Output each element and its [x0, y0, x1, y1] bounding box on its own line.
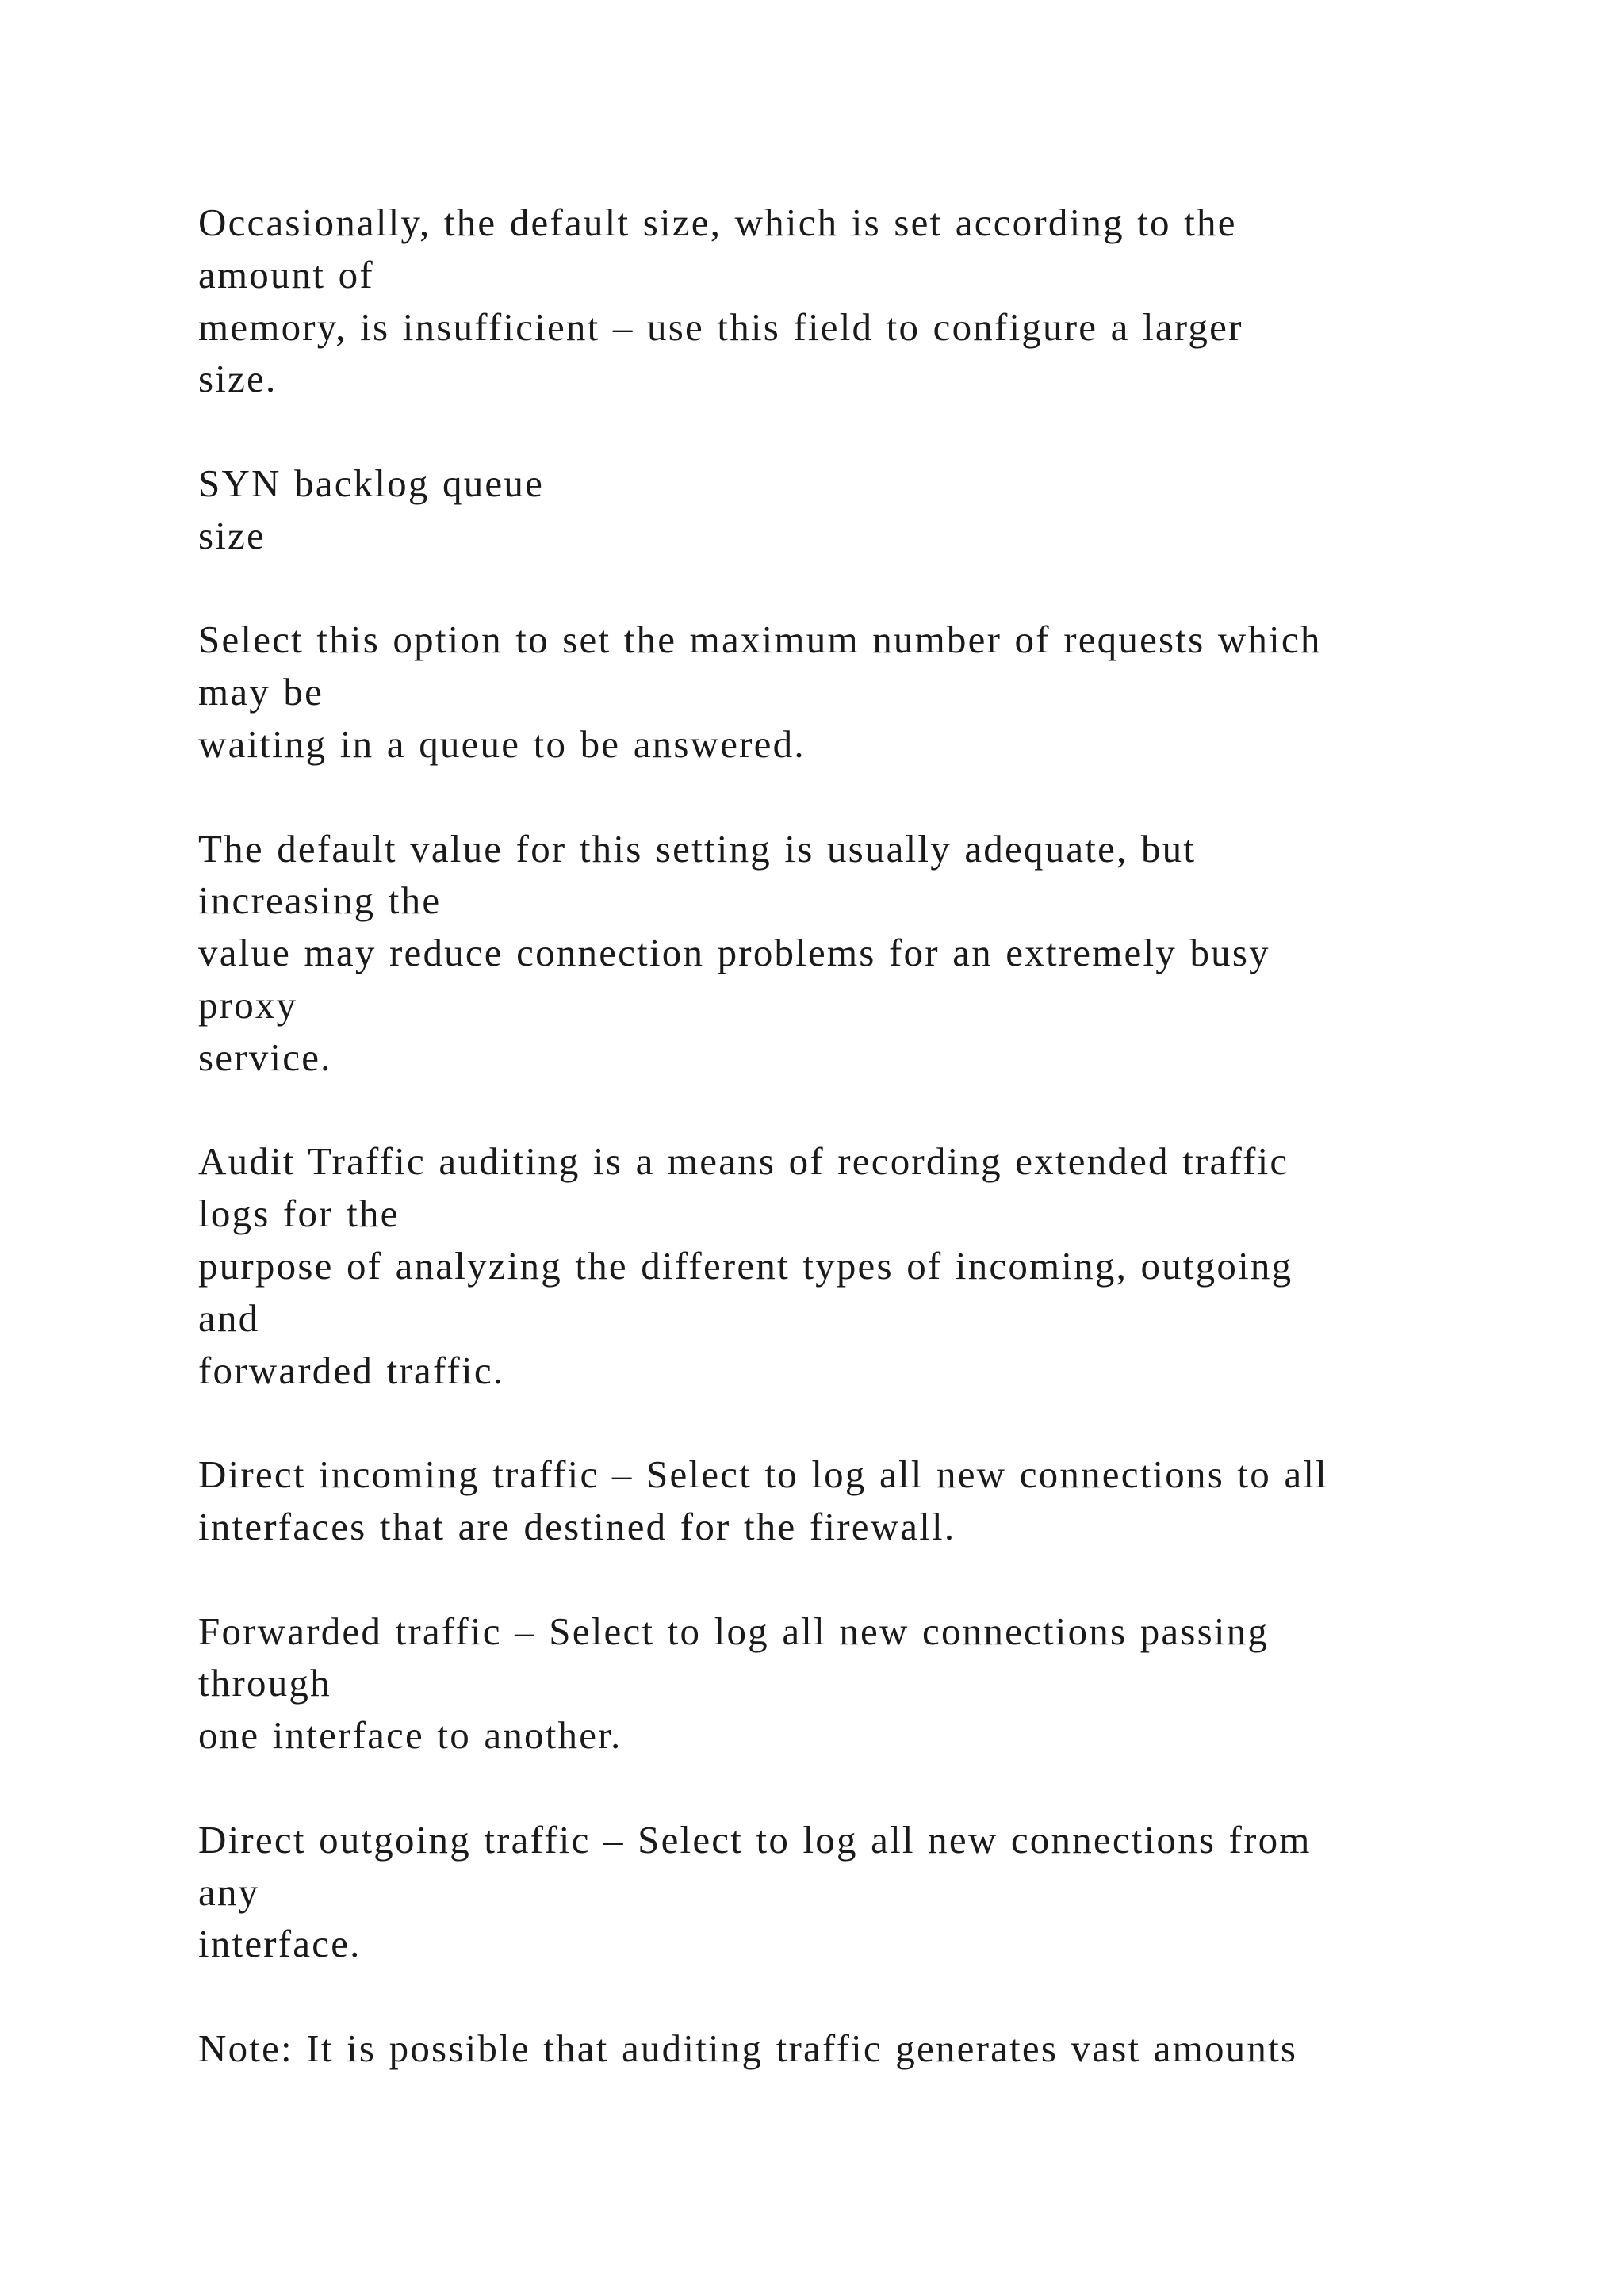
blank-line — [198, 1553, 1546, 1605]
blank-line — [198, 1396, 1546, 1448]
text-line: Direct incoming traffic – Select to log all new connections to all — [198, 1452, 1328, 1497]
text-line: one interface to another. — [198, 1713, 622, 1758]
blank-line — [198, 1084, 1546, 1136]
text-line: Audit Traffic auditing is a means of recording extended traffic — [198, 1139, 1289, 1184]
text-line: value may reduce connection problems for an extremely busy — [198, 931, 1270, 975]
text-line: may be — [198, 670, 324, 714]
text-line: amount of — [198, 252, 374, 297]
text-line: SYN backlog queue — [198, 461, 545, 505]
blank-line — [198, 1762, 1546, 1814]
text-line: service. — [198, 1035, 332, 1079]
text-line: logs for the — [198, 1192, 400, 1236]
text-line: size — [198, 513, 266, 557]
text-line: The default value for this setting is usually adequate, but — [198, 826, 1197, 871]
text-line: waiting in a queue to be answered. — [198, 721, 806, 766]
text-line: increasing the — [198, 878, 442, 923]
text-line: Select this option to set the maximum number of requests which — [198, 618, 1322, 662]
text-line: and — [198, 1295, 260, 1340]
text-line: purpose of analyzing the different types of incoming, outgoing — [198, 1243, 1293, 1288]
blank-line — [198, 771, 1546, 823]
text-line: through — [198, 1661, 331, 1705]
blank-line — [198, 562, 1546, 614]
blank-line — [198, 405, 1546, 457]
text-line: Forwarded traffic – Select to log all new connections passing — [198, 1609, 1270, 1653]
text-line: any — [198, 1869, 260, 1914]
text-line: Direct outgoing traffic – Select to log all new connections from — [198, 1817, 1312, 1862]
text-line: Note: It is possible that auditing traffic generates vast amounts — [198, 2026, 1298, 2070]
text-line: memory, is insufficient – use this field to configure a larger — [198, 304, 1243, 349]
text-line: interfaces that are destined for the firewall. — [198, 1504, 956, 1548]
text-line: size. — [198, 357, 278, 401]
text-line: Occasionally, the default size, which is set according to the — [198, 201, 1237, 244]
document-body — [198, 197, 1546, 2075]
text-line: interface. — [198, 1922, 362, 1966]
text-line: forwarded traffic. — [198, 1348, 505, 1392]
blank-line — [198, 1970, 1546, 2022]
text-line: proxy — [198, 982, 298, 1027]
